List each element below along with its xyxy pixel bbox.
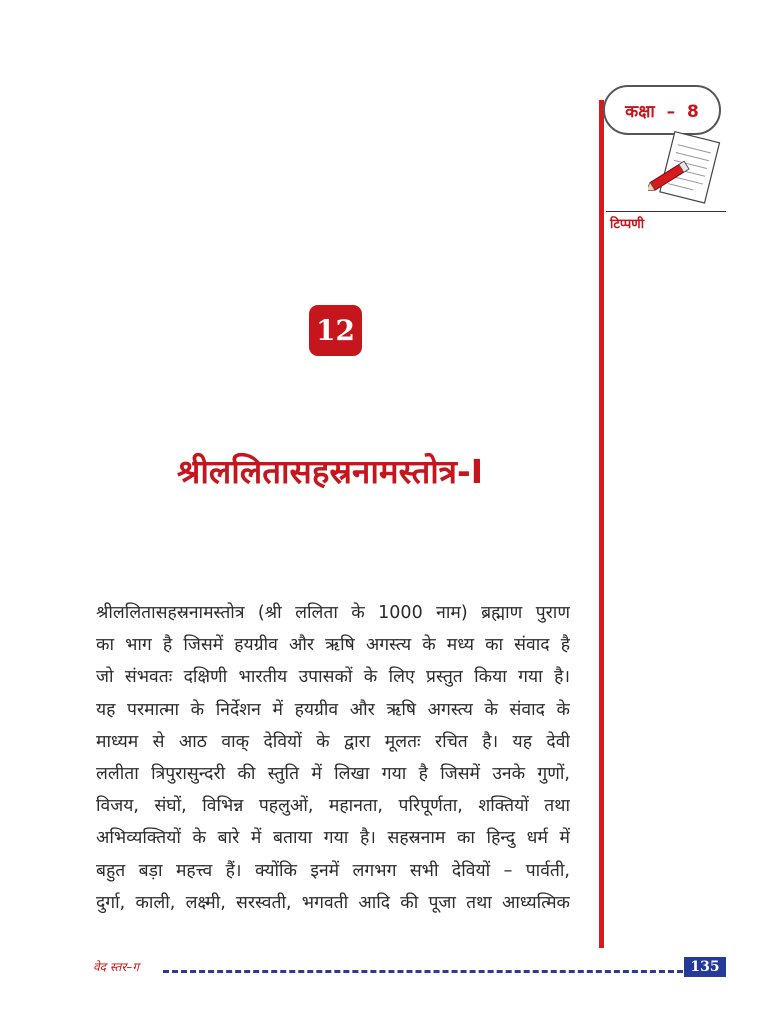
body-line: दुर्गा, काली, लक्ष्मी, सरस्वती, भगवती आदि की पूजा तथा आध्यत्मिक [96,892,570,913]
body-paragraph [96,597,570,919]
body-line: विजय, संघों, विभिन्न पहलुओं, महानता, परिपूर्णता, शक्तियों तथा [96,796,570,817]
chapter-number-badge [309,305,362,356]
pencil-notepad-icon [648,130,724,210]
class-label: कक्षा – 8 [625,101,699,122]
footer-label: वेद स्तर–ग [93,960,140,974]
body-line: श्रीललितासहस्रनामस्तोत्र (श्री ललिता के 1000 नाम) ब्रह्माण पुराण [96,603,570,623]
footer-divider [163,970,683,973]
body-line: यह परमात्मा के निर्देशन में हयग्रीव और ऋषि अगस्त्य के संवाद के [96,699,570,720]
page-number: 135 [684,957,726,977]
class-badge [603,85,721,135]
chapter-number: 12 [316,314,355,347]
body-line: अभिव्यक्तियों के बारे में बताया गया है। सहस्रनाम का हिन्दु धर्म में [96,828,570,849]
body-line: ललीता त्रिपुरासुन्दरी की स्तुति में लिखा गया है जिसमें उनके गुणों, [96,763,570,784]
note-divider [606,211,726,212]
chapter-title: श्रीललितासहस्रनामस्तोत्र-I [176,452,483,491]
margin-rule [599,100,604,948]
body-line: माध्यम से आठ वाक् देवियों के द्वारा मूलतः रचित है। यह देवी [96,731,570,752]
body-line: का भाग है जिसमें हयग्रीव और ऋषि अगस्त्य के मध्य का संवाद है [96,635,570,656]
body-line: जो संभवतः दक्षिणी भारतीय उपासकों के लिए प्रस्तुत किया गया है। [96,667,570,688]
note-label: टिप्पणी [610,217,645,232]
body-line: बहुत बड़ा महत्त्व हैं। क्योंकि इनमें लगभग सभी देवियों – पार्वती, [96,860,570,881]
